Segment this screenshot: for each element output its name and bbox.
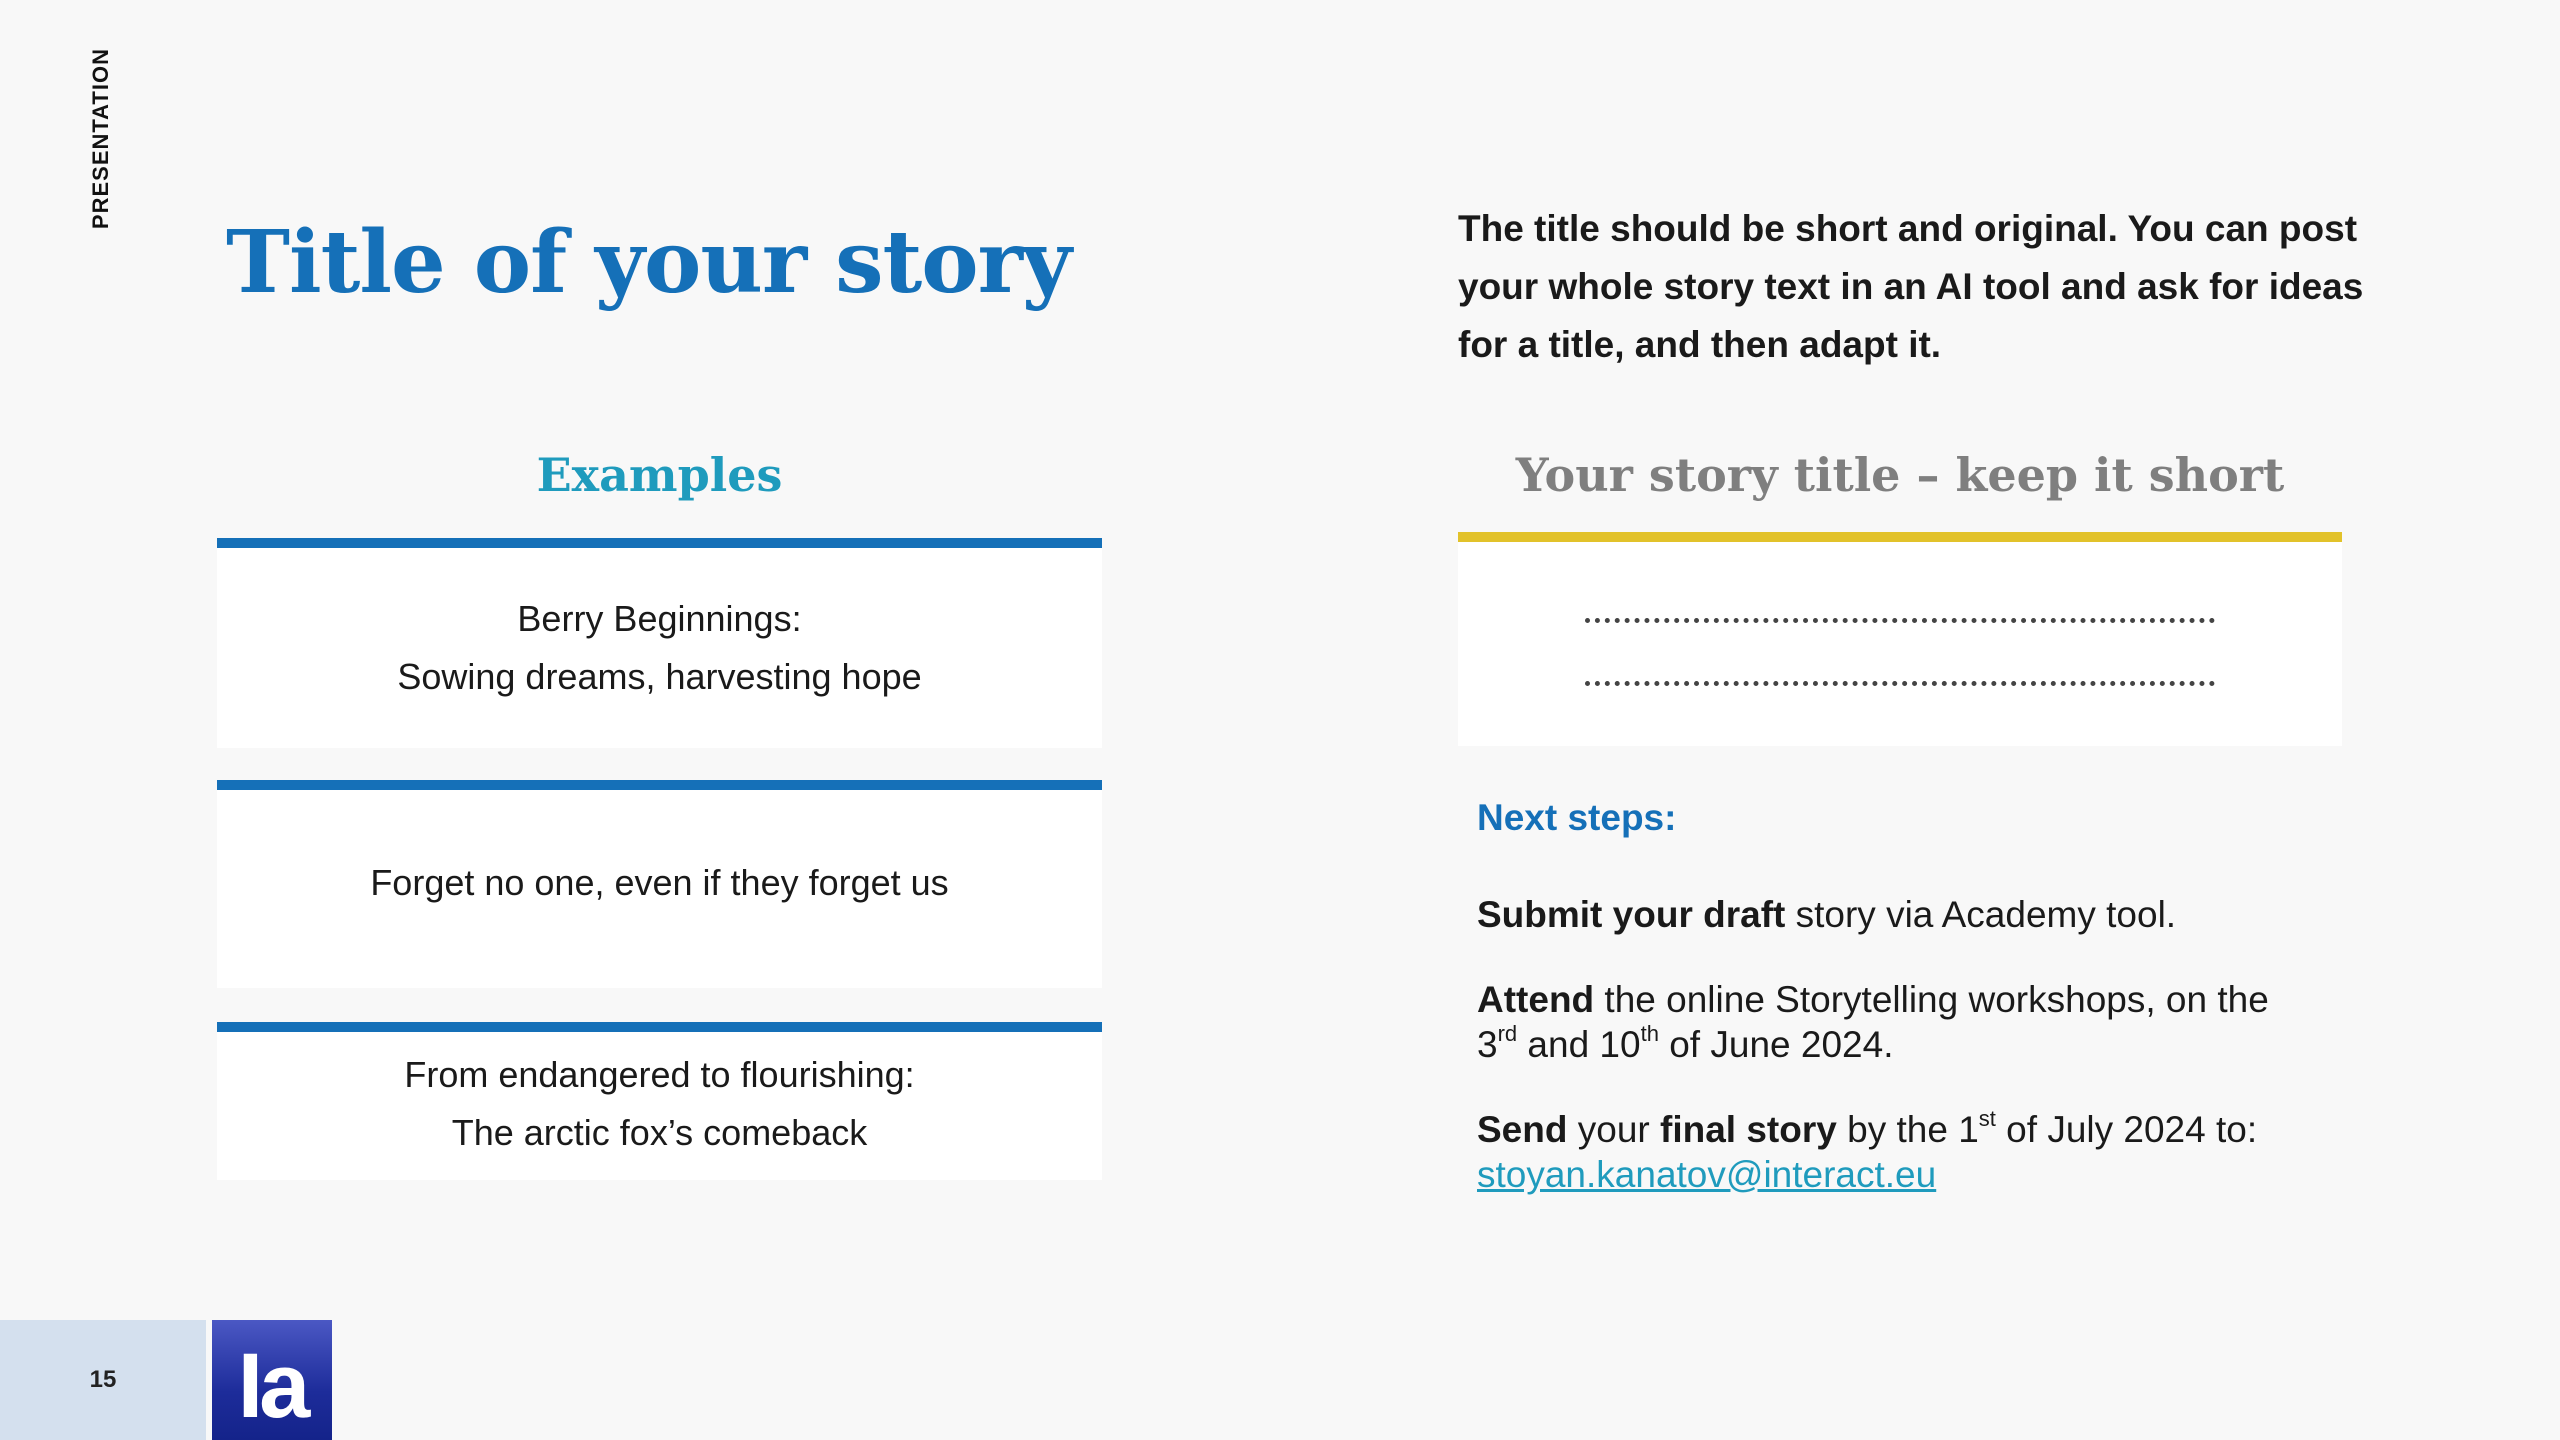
example-line: Sowing dreams, harvesting hope bbox=[397, 656, 922, 697]
dotted-writing-line bbox=[1585, 663, 2215, 686]
step-send-final-story bbox=[1477, 1107, 2377, 1197]
email-link[interactable]: stoyan.kanatov@interact.eu bbox=[1477, 1154, 1937, 1195]
ordinal-suffix: st bbox=[1978, 1106, 1996, 1131]
step-submit-draft bbox=[1477, 892, 2377, 937]
example-line: From endangered to flourishing: bbox=[404, 1054, 915, 1095]
step-attend-workshops bbox=[1477, 977, 2377, 1067]
step-bold-text: final story bbox=[1660, 1109, 1837, 1150]
next-steps-heading: Next steps: bbox=[1477, 797, 1677, 838]
step-bold-text: Submit your draft bbox=[1477, 894, 1786, 935]
example-card bbox=[217, 780, 1102, 988]
step-text: of July 2024 to: bbox=[1995, 1109, 2258, 1150]
story-title-box bbox=[1458, 532, 2342, 746]
ordinal-suffix: rd bbox=[1497, 1021, 1518, 1046]
page-number: 15 bbox=[0, 1320, 206, 1440]
step-text: and 10 bbox=[1517, 1024, 1641, 1065]
example-card bbox=[217, 538, 1102, 748]
step-bold-text: Send bbox=[1477, 1109, 1568, 1150]
slide-title: Title of your story bbox=[226, 212, 1071, 313]
ordinal-suffix: th bbox=[1640, 1021, 1659, 1046]
example-card bbox=[217, 1022, 1102, 1180]
step-text: 3 bbox=[1477, 1024, 1498, 1065]
step-text: by the 1 bbox=[1836, 1109, 1979, 1150]
example-line: The arctic fox’s comeback bbox=[451, 1112, 868, 1153]
step-text: your bbox=[1567, 1109, 1661, 1150]
dotted-writing-line bbox=[1585, 600, 2215, 623]
example-line: Berry Beginnings: bbox=[517, 598, 802, 639]
story-title-heading: Your story title – keep it short bbox=[1515, 448, 2285, 502]
step-bold-text: Attend bbox=[1477, 979, 1595, 1020]
step-text: story via Academy tool. bbox=[1785, 894, 2177, 935]
example-line: Forget no one, even if they forget us bbox=[370, 862, 949, 903]
step-text: the online Storytelling workshops, on the bbox=[1594, 979, 2269, 1020]
next-steps-section bbox=[1477, 790, 2377, 1237]
step-text: of June 2024. bbox=[1658, 1024, 1894, 1065]
section-label: PRESENTATION bbox=[88, 48, 113, 230]
examples-heading: Examples bbox=[536, 448, 783, 502]
interact-logo: Ia bbox=[212, 1320, 332, 1440]
title-hint-text: The title should be short and original. You can post your whole story text in an AI tool and ask for ideas for a title, and then adapt it. bbox=[1458, 208, 2364, 365]
